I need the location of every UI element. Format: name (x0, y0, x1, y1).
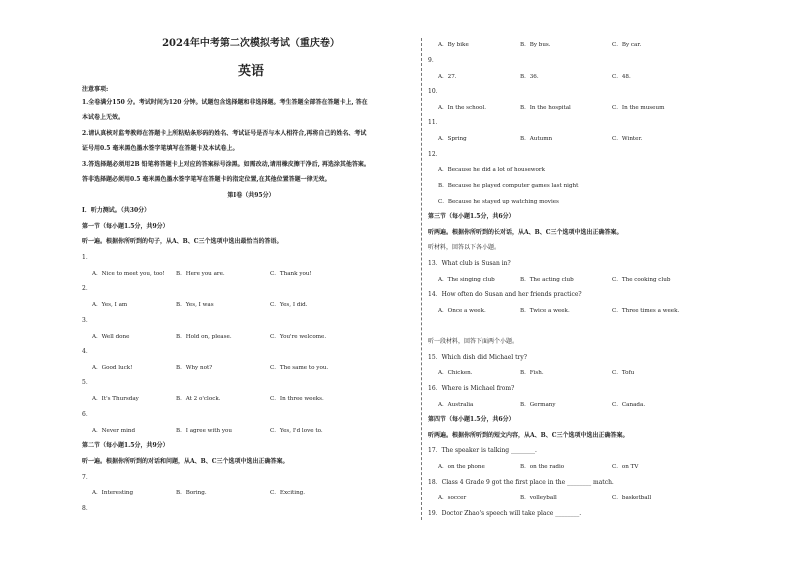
option-c: C．Thank you! (270, 271, 312, 277)
option-a: A．Nice to meet you, too! (92, 271, 165, 277)
note-1a: 1.全卷满分150 分。考试时间为120 分钟。试题包含选择题和非选择题。考生答题全部答在答题卡上, 答在 (82, 99, 368, 106)
option-a: A．Yes, I am (92, 302, 128, 308)
option-b: B．Germany (520, 402, 556, 408)
option-c: C．The cooking club (612, 277, 671, 283)
option-a: A．It's Thursday (92, 396, 139, 402)
note-2b: 证号用0.5 毫米黑色墨水签字笔填写在答题卡及本试卷上。 (82, 145, 239, 152)
question-number: 3． (82, 317, 92, 324)
option-c: C．Yes, I'd love to. (270, 428, 323, 434)
question-18: 18．Class 4 Grade 9 got the first place in the ________ match. (428, 479, 614, 486)
note-3b: 答非选择题必须用0.5 毫米黑色墨水签字笔写在答题卡的指定位置,在其他位置答题一律无效。 (82, 176, 331, 183)
note-3a: 3.答选择题必须用2B 铅笔将答题卡上对应的答案标号涂黑。如需改动,请用橡皮擦干净后, 再选涂其他答案。 (82, 161, 370, 168)
option-c: C．Canada. (612, 402, 646, 408)
question-number: 5． (82, 379, 92, 386)
option-a: A．Interesting (92, 490, 134, 496)
option-a: A．Because he did a lot of housework (438, 167, 545, 173)
note-2a: 2.请认真核对监考教师在答题卡上所粘贴条形码的姓名、考试证号是否与本人相符合,再将自己的姓名、考试 (82, 130, 367, 137)
option-a: A．Australia (438, 402, 474, 408)
question-19: 19．Doctor Zhao's speech will take place ________. (428, 510, 582, 517)
option-b: B．Boring. (176, 490, 207, 496)
section3-heading: 第三节（每小题1.5分，共6分） (428, 213, 515, 220)
option-b: B．Autumn (520, 136, 553, 142)
section4-instruction: 听两遍。根据你所听到的短文内容，从A、B、C三个选项中选出正确答案。 (428, 432, 629, 439)
option-a: A．Spring (438, 136, 467, 142)
option-a: A．By bike (438, 42, 469, 48)
question-number: 1． (82, 254, 92, 261)
option-b: B．In the hospital (520, 105, 571, 111)
option-a: A．Never mind (92, 428, 136, 434)
column-divider (421, 38, 422, 520)
section4-heading: 第四节（每小题1.5分，共6分） (428, 416, 515, 423)
option-c: C．Winter. (612, 136, 643, 142)
option-b: B．on the radio (520, 464, 565, 470)
question-14: 14．How often do Susan and her friends practice? (428, 291, 582, 298)
part1-heading: Ⅰ．听力测试。（共30分） (82, 207, 151, 214)
volume-heading: 第Ⅰ卷（共95分） (227, 192, 275, 199)
option-b: B．Fish. (520, 370, 544, 376)
option-c: C．Yes, I did. (270, 302, 308, 308)
note-1b: 本试卷上无效。 (82, 114, 125, 121)
option-a: A．on the phone (438, 464, 485, 470)
option-c: C．Exciting. (270, 490, 306, 496)
option-b: B．At 2 o'clock. (176, 396, 221, 402)
option-c: C．Three times a week. (612, 308, 680, 314)
question-number: 9． (428, 57, 438, 64)
option-c: C．In the museum (612, 105, 665, 111)
option-a: A．soccer (438, 495, 467, 501)
option-c: C．In three weeks. (270, 396, 324, 402)
question-number: 12． (428, 151, 442, 158)
option-a: A．Good luck! (92, 365, 133, 371)
question-13: 13．What club is Susan in? (428, 260, 511, 267)
notes-heading: 注意事项: (82, 86, 109, 93)
option-c: C．You're welcome. (270, 334, 327, 340)
question-number: 11． (428, 119, 442, 126)
question-number: 2． (82, 285, 92, 292)
option-c: C．The same to you. (270, 365, 329, 371)
option-a: A．Once a week. (438, 308, 486, 314)
option-b: B．The acting club (520, 277, 574, 283)
material-instruction: 听一段材料，回答下面两个小题。 (428, 338, 519, 345)
option-c: C．By car. (612, 42, 642, 48)
subject-title: 英语 (237, 64, 264, 79)
section3-instruction: 听两遍。根据你所听到的长对话，从A、B、C三个选项中选出正确答案。 (428, 229, 623, 236)
option-c: C．48. (612, 74, 631, 80)
option-b: B．I agree with you (176, 428, 233, 434)
option-a: A．Well done (92, 334, 130, 340)
option-b: B．36. (520, 74, 539, 80)
option-b: B．By bus. (520, 42, 551, 48)
section1-instruction: 听一遍。根据你所听到的句子，从A、B、C三个选项中选出最恰当的答语。 (82, 238, 283, 245)
question-number: 10． (428, 88, 442, 95)
question-number: 6． (82, 411, 92, 418)
exam-title: 2024年中考第二次模拟考试（重庆卷） (162, 38, 340, 49)
option-b: B．Here you are. (176, 271, 225, 277)
option-a: A．Chicken. (438, 370, 473, 376)
option-c: C．Tofu (612, 370, 635, 376)
question-number: 7． (82, 474, 92, 481)
option-b: B．Yes, I was (176, 302, 214, 308)
option-b: B．Twice a week. (520, 308, 570, 314)
option-b: B．Hold on, please. (176, 334, 232, 340)
material-instruction: 听材料，回答以下各小题。 (428, 244, 501, 251)
section1-heading: 第一节（每小题1.5分，共9分） (82, 223, 169, 230)
option-a: A．27. (438, 74, 457, 80)
question-number: 8． (82, 505, 92, 512)
option-c: C．on TV (612, 464, 639, 470)
question-number: 4． (82, 348, 92, 355)
question-16: 16．Where is Michael from? (428, 385, 515, 392)
option-b: B．Why not? (176, 365, 213, 371)
option-a: A．The singing club (438, 277, 495, 283)
option-b: B．volleyball (520, 495, 557, 501)
option-b: B．Because he played computer games last night (438, 183, 579, 189)
question-17: 17．The speaker is talking ________. (428, 447, 537, 454)
section2-instruction: 听一遍。根据你所听到的对话和问题，从A、B、C三个选项中选出正确答案。 (82, 458, 289, 465)
question-15: 15．Which dish did Michael try? (428, 354, 527, 361)
option-c: C．Because he stayed up watching movies (438, 199, 559, 205)
option-c: C．basketball (612, 495, 652, 501)
option-a: A．In the school. (438, 105, 487, 111)
section2-heading: 第二节（每小题1.5分，共9分） (82, 442, 169, 449)
